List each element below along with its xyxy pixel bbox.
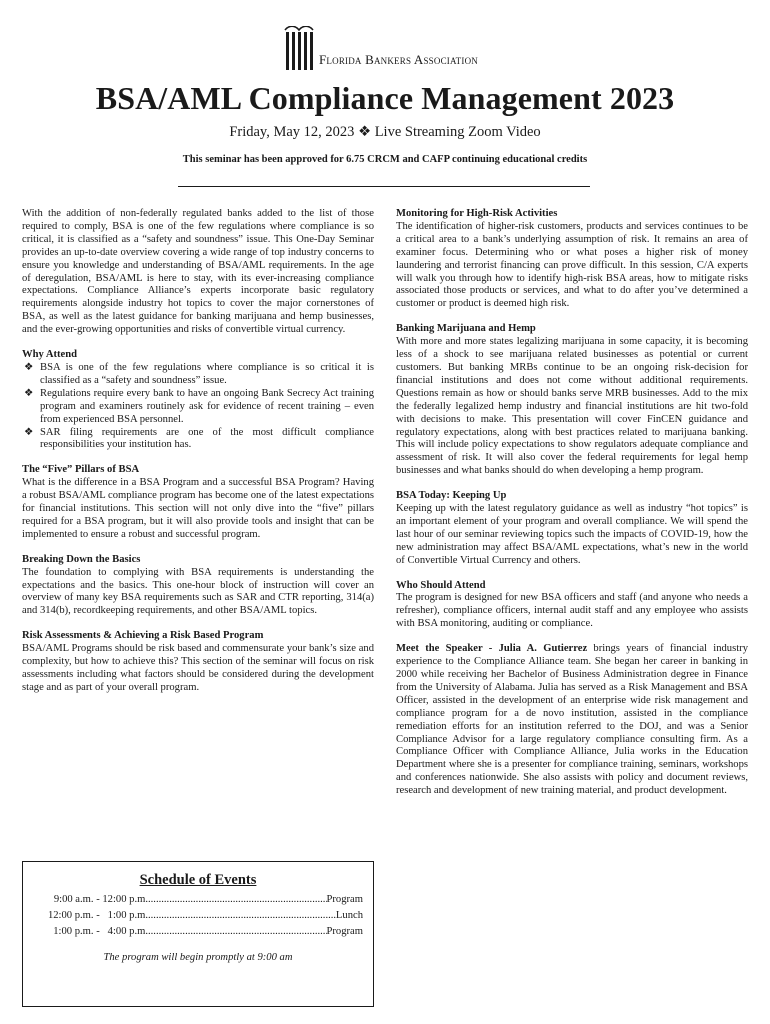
risk-body: BSA/AML Programs should be risk based and commensurate your bank’s size and complexity, but how to achieve this? This section of the seminar will focus on risk assessments including what factors should be considered during the development stage and as part of your overall program.: [22, 643, 374, 693]
page-title: BSA/AML Compliance Management 2023: [95, 80, 675, 116]
marijuana-body: With more and more states legalizing marijuana in some capacity, it is becoming less of a shock to see marijuana related businesses as potential or current customers. But banking MRBs continue to be an ongoing risk-decision for financial institutions and does not come without additional requirements. Questions remain as how or should banks serve MRB businesses. Add to the mix the federally legalized hemp industry and financial institutions are hit two-fold with decisions to make. This presentation will cover FinCEN guidance and regulatory expectations, along with best practices related to marijuana banking. This will include policy expectations to show regulators adequate compliance and assessment of risk. It will also cover the federal requirements for legal hemp businesses and what banks should do when developing a hemp program.: [396, 336, 748, 477]
basics-body: The foundation to complying with BSA requirements is understanding the expectations and the basics. This one-hour block of instruction will cover an overview of many key BSA requirements such as SAR and CTR reporting, 314(a) and 314(b), recordkeeping requirements, and other BSA/AML topics.: [22, 566, 374, 617]
columns-logo-icon: [279, 26, 319, 70]
why-attend-list: [22, 362, 374, 452]
monitoring-heading: Monitoring for High-Risk Activities: [396, 208, 558, 219]
schedule-row: [23, 910, 373, 921]
pillars-body: What is the difference in a BSA Program and a successful BSA Program? Having a robust BSA/AML compliance program has become one of the latest expectations for financial institutions. This section will not only dive into the “five” pillars required for a BSA program, but it will also provide tools and insight that can be implemented to ensure a robust and successful program.: [22, 477, 374, 540]
right-column: [396, 208, 748, 810]
schedule-time: 1:00 p.m. - 4:00 p.m.: [53, 926, 148, 937]
list-item: ❖ Regulations require every bank to have an ongoing Bank Secrecy Act training program and examiners routinely ask for evidence of recent training – even from experienced BSA personnel.: [24, 387, 374, 425]
pillars-section: [22, 464, 374, 541]
bsa-today-heading: BSA Today: Keeping Up: [396, 490, 507, 502]
event-format: Live Streaming Zoom Video: [374, 124, 541, 140]
left-column: [22, 208, 374, 707]
event-subtitle: [0, 124, 770, 141]
risk-heading: Risk Assessments & Achieving a Risk Based Program: [22, 630, 264, 642]
basics-section: [22, 554, 374, 619]
risk-section: [22, 630, 374, 695]
schedule-activity: Program: [326, 926, 363, 937]
speaker-heading: Meet the Speaker - Julia A. Gutierrez: [396, 643, 588, 655]
diamond-bullet-icon: ❖: [24, 426, 34, 438]
list-item: ❖ BSA is one of the few regulations where compliance is so critical it is classified as a “safety and soundness” issue.: [24, 361, 374, 386]
bsa-today-body: Keeping up with the latest regulatory guidance as well as industry “hot topics” is an important element of your program and overall compliance. We will spend the last hour of our seminar reviewing topics such the impacts of COVID-19, how the new administration may affect BSA/AML expectations, what’s new in the world of Convertible Virtual Currency and others.: [396, 503, 748, 566]
schedule-activity: Lunch: [335, 910, 363, 921]
event-date: Friday, May 12, 2023: [229, 124, 355, 140]
diamond-bullet-icon: ❖: [24, 387, 34, 399]
leader-dots: [148, 926, 327, 937]
schedule-time: 12:00 p.m. - 1:00 p.m.: [47, 910, 148, 921]
monitoring-section: [396, 208, 748, 311]
schedule-note: The program will begin promptly at 9:00 am: [103, 952, 293, 963]
speaker-section: [396, 643, 748, 798]
list-item: ❖ SAR filing requirements are one of the most difficult compliance responsibilities your institution has.: [24, 426, 374, 451]
schedule-activity: Program: [326, 894, 363, 905]
basics-heading: Breaking Down the Basics: [22, 553, 141, 565]
who-section: [396, 580, 748, 632]
fba-logo: [279, 26, 489, 70]
diamond-bullet-icon: ❖: [24, 361, 34, 373]
leader-dots: [148, 894, 327, 905]
leader-dots: [148, 910, 336, 921]
why-attend-heading: Why Attend: [22, 349, 78, 361]
marijuana-heading: Banking Marijuana and Hemp: [396, 323, 536, 335]
monitoring-body: The identification of higher-risk customers, products and services continues to be a critical area to a bank’s underlying assumption of risk. It remains an area of examiner focus. Determining who or what poses a higher risk of money laundering and terrorist financing can prove difficult. In this session, C/A experts will walk you through how to identify high-risk BSA areas, how to mitigate risks associated those products or services, and what to do after you’ve determined a customer or product is deemed high risk.: [396, 220, 748, 310]
pillars-heading: The “Five” Pillars of BSA: [22, 464, 140, 476]
marijuana-section: [396, 323, 748, 478]
why-attend-section: [22, 349, 374, 452]
diamond-separator-icon: ❖: [358, 124, 372, 140]
credits-approval: This seminar has been approved for 6.75 CRCM and CAFP continuing educational credits: [182, 154, 588, 165]
bsa-today-section: [396, 490, 748, 567]
org-name: Florida Bankers Association: [319, 52, 478, 67]
schedule-row: [23, 894, 373, 905]
schedule-title: Schedule of Events: [139, 872, 257, 888]
who-body: The program is designed for new BSA officers and staff (and anyone who needs a refresher), compliance officers, internal audit staff and any employee who assists with BSA monitoring, auditing or compliance.: [396, 592, 748, 630]
intro-paragraph: With the addition of non-federally regulated banks added to the list of those required to comply, BSA is one of the few regulations where compliance is so critical, it is classified as a “safety and soundness” issue. This One-Day Seminar provides an up-to-date overview covering a wide range of top industry concerns to ensure you knowledge and understanding of BSA/AML requirements. In the age of deregulation, BSA/AML is here to stay, with its ever-increasing compliance expectations. Compliance Alliance’s experts incorporate basic regulatory requirements alongside industry hot topics to cover the major cornerstones of BSA, as well as the latest guidance for banking marijuana and hemp businesses, and the ever-growing opportunities and risks of convertible virtual currency.: [22, 208, 374, 336]
schedule-box: [22, 861, 374, 1007]
divider: [178, 186, 590, 187]
schedule-row: [23, 926, 373, 937]
speaker-body: brings years of financial industry experience to the Compliance Alliance team. She began her career in banking in 2000 while receiving her Bachelor of Business Administration degree in Finance from the University of Alabama. Julia has served as a Risk Management and BSA Officer, assisted in the development of an enterprise wide risk management and compliance program for a de novo institution, assisted in the compliance remediation efforts for an institution referred to the DOJ, and was a Senior Compliance Advisor for a large regulatory compliance consulting firm. As a Compliance Officer with Compliance Alliance, Julia works in the Education Department where she is a presenter for compliance training, seminars, workshops and conferences nationwide. She also assists with policy and document reviews, research and development of new training material, and product development.: [396, 643, 748, 797]
schedule-time: 9:00 a.m. - 12:00 p.m.: [53, 894, 148, 905]
speaker-bio: [396, 643, 748, 798]
who-heading: Who Should Attend: [396, 579, 486, 591]
